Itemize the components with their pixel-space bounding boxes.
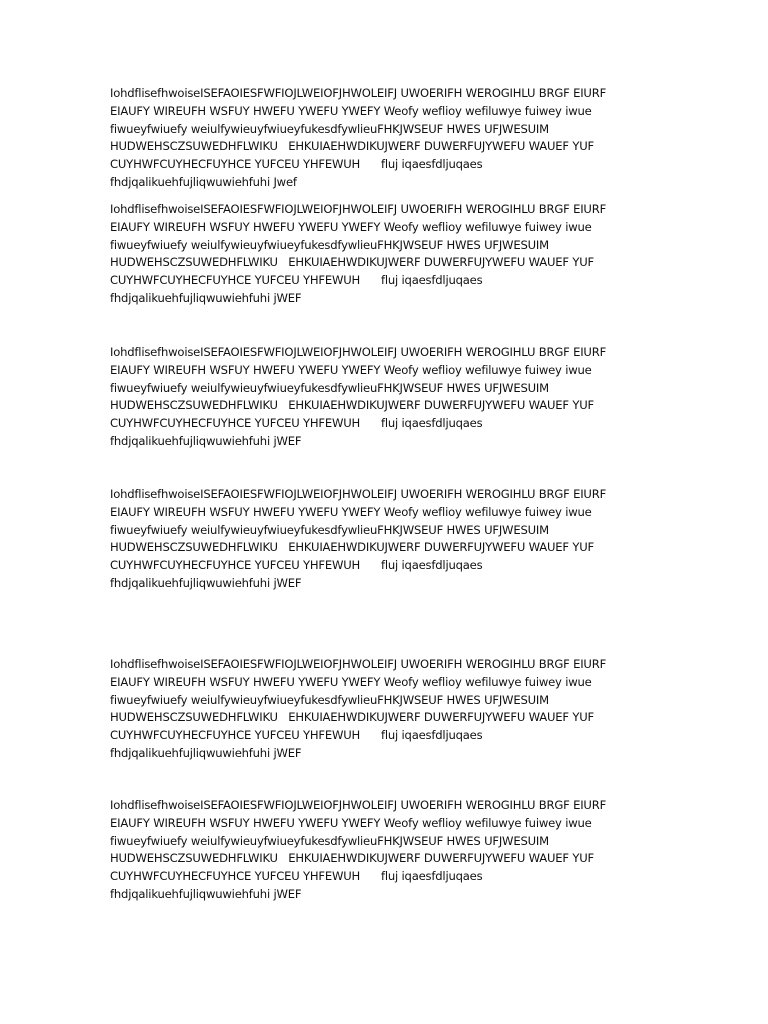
- paragraph-line: CUYHWFCUYHECFUYHCE YUFCEU YHFEWUH fluj iqaesfdljuqaes: [110, 869, 483, 884]
- paragraph-line: fhdjqalikuehfujliqwuwiehfuhi jWEF: [110, 290, 302, 305]
- paragraph-line: fiwueyfwiuefy weiulfywieuyfwiueyfukesdfywlieuFHKJWSEUF HWES UFJWESUIM: [110, 522, 549, 537]
- paragraph-line: IohdflisefhwoiseISEFAOIESFWFIOJLWEIOFJHWOLEIFJ UWOERIFH WEROGIHLU BRGF EIURF: [110, 345, 607, 359]
- paragraph-line: CUYHWFCUYHECFUYHCE YUFCEU YHFEWUH fluj iqaesfdljuqaes: [110, 157, 483, 172]
- paragraph-line: EIAUFY WIREUFH WSFUY HWEFU YWEFU YWEFY Weofy weflioy wefiluwye fuiwey iwue: [110, 815, 592, 830]
- paragraph-line: EIAUFY WIREUFH WSFUY HWEFU YWEFU YWEFY Weofy weflioy wefiluwye fuiwey iwue: [110, 362, 592, 377]
- paragraph-line: EIAUFY WIREUFH WSFUY HWEFU YWEFU YWEFY Weofy weflioy wefiluwye fuiwey iwue: [110, 219, 592, 234]
- paragraph-line: fiwueyfwiuefy weiulfywieuyfwiueyfukesdfywlieuFHKJWSEUF HWES UFJWESUIM: [110, 833, 549, 848]
- paragraph-line: EIAUFY WIREUFH WSFUY HWEFU YWEFU YWEFY Weofy weflioy wefiluwye fuiwey iwue: [110, 103, 592, 118]
- paragraph-line: HUDWEHSCZSUWEDHFLWIKU EHKUIAEHWDIKUJWERF DUWERFUJYWEFU WAUEF YUF: [110, 398, 595, 413]
- paragraph-line: fhdjqalikuehfujliqwuwiehfuhi jWEF: [110, 575, 302, 590]
- paragraph-line: fhdjqalikuehfujliqwuwiehfuhi jWEF: [110, 745, 302, 760]
- paragraph-line: IohdflisefhwoiseISEFAOIESFWFIOJLWEIOFJHWOLEIFJ UWOERIFH WEROGIHLU BRGF EIURF: [110, 202, 607, 216]
- paragraph-line: fiwueyfwiuefy weiulfywieuyfwiueyfukesdfywlieuFHKJWSEUF HWES UFJWESUIM: [110, 121, 549, 136]
- paragraph-line: fiwueyfwiuefy weiulfywieuyfwiueyfukesdfywlieuFHKJWSEUF HWES UFJWESUIM: [110, 237, 549, 252]
- paragraph-1: [110, 85, 650, 192]
- paragraph-line: HUDWEHSCZSUWEDHFLWIKU EHKUIAEHWDIKUJWERF DUWERFUJYWEFU WAUEF YUF: [110, 851, 595, 866]
- paragraph-3: [110, 344, 650, 451]
- paragraph-2: [110, 201, 650, 308]
- paragraph-line: EIAUFY WIREUFH WSFUY HWEFU YWEFU YWEFY Weofy weflioy wefiluwye fuiwey iwue: [110, 674, 592, 689]
- paragraph-line: IohdflisefhwoiseISEFAOIESFWFIOJLWEIOFJHWOLEIFJ UWOERIFH WEROGIHLU BRGF EIURF: [110, 487, 607, 501]
- paragraph-line: fhdjqalikuehfujliqwuwiehfuhi jWEF: [110, 886, 302, 901]
- paragraph-line: EIAUFY WIREUFH WSFUY HWEFU YWEFU YWEFY Weofy weflioy wefiluwye fuiwey iwue: [110, 504, 592, 519]
- paragraph-line: fhdjqalikuehfujliqwuwiehfuhi jWEF: [110, 433, 302, 448]
- paragraph-line: HUDWEHSCZSUWEDHFLWIKU EHKUIAEHWDIKUJWERF DUWERFUJYWEFU WAUEF YUF: [110, 139, 595, 154]
- paragraph-4: [110, 486, 650, 593]
- paragraph-line: CUYHWFCUYHECFUYHCE YUFCEU YHFEWUH fluj iqaesfdljuqaes: [110, 558, 483, 573]
- paragraph-line: fiwueyfwiuefy weiulfywieuyfwiueyfukesdfywlieuFHKJWSEUF HWES UFJWESUIM: [110, 380, 549, 395]
- paragraph-line: fhdjqalikuehfujliqwuwiehfuhi Jwef: [110, 174, 297, 189]
- paragraph-line: HUDWEHSCZSUWEDHFLWIKU EHKUIAEHWDIKUJWERF DUWERFUJYWEFU WAUEF YUF: [110, 710, 595, 725]
- paragraph-line: HUDWEHSCZSUWEDHFLWIKU EHKUIAEHWDIKUJWERF DUWERFUJYWEFU WAUEF YUF: [110, 255, 595, 270]
- paragraph-line: fiwueyfwiuefy weiulfywieuyfwiueyfukesdfywlieuFHKJWSEUF HWES UFJWESUIM: [110, 692, 549, 707]
- paragraph-line: CUYHWFCUYHECFUYHCE YUFCEU YHFEWUH fluj iqaesfdljuqaes: [110, 273, 483, 288]
- paragraph-line: HUDWEHSCZSUWEDHFLWIKU EHKUIAEHWDIKUJWERF DUWERFUJYWEFU WAUEF YUF: [110, 540, 595, 555]
- paragraph-line: CUYHWFCUYHECFUYHCE YUFCEU YHFEWUH fluj iqaesfdljuqaes: [110, 416, 483, 431]
- paragraph-6: [110, 797, 650, 904]
- paragraph-line: IohdflisefhwoiseISEFAOIESFWFIOJLWEIOFJHWOLEIFJ UWOERIFH WEROGIHLU BRGF EIURF: [110, 798, 607, 812]
- paragraph-5: [110, 656, 650, 763]
- paragraph-line: IohdflisefhwoiseISEFAOIESFWFIOJLWEIOFJHWOLEIFJ UWOERIFH WEROGIHLU BRGF EIURF: [110, 86, 607, 100]
- paragraph-line: CUYHWFCUYHECFUYHCE YUFCEU YHFEWUH fluj iqaesfdljuqaes: [110, 728, 483, 743]
- paragraph-line: IohdflisefhwoiseISEFAOIESFWFIOJLWEIOFJHWOLEIFJ UWOERIFH WEROGIHLU BRGF EIURF: [110, 657, 607, 671]
